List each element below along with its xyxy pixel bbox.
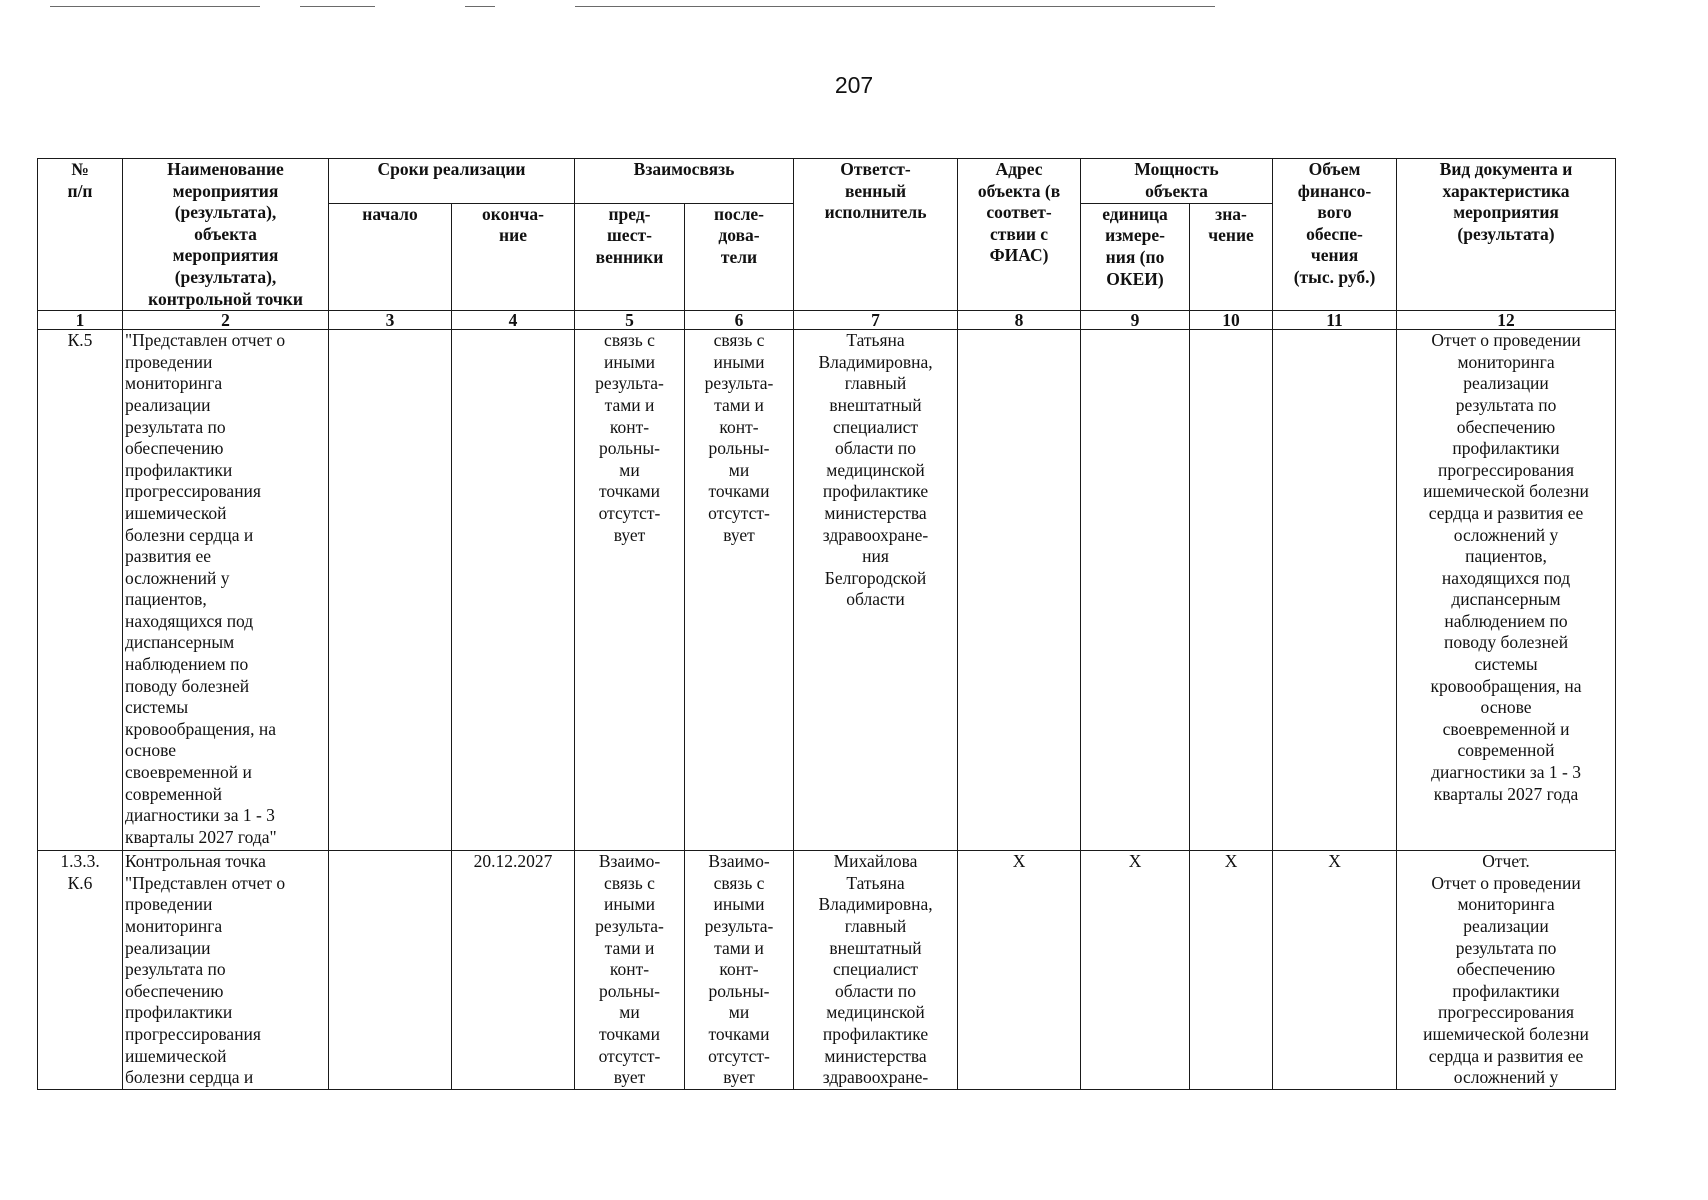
row-address: Х xyxy=(958,851,1081,1090)
row-end-date: 20.12.2027 xyxy=(452,851,575,1090)
header-col-value: зна- чение xyxy=(1190,203,1273,310)
header-group-terms: Сроки реализации xyxy=(329,159,575,204)
column-number: 9 xyxy=(1081,311,1190,330)
row-name: "Представлен отчет о проведении мониторинга реализации результата по обеспечению профилактики прогрессирования ишемической болезни сердца и развития ее осложнений у пациентов, находящихся под диспансерным наблюдением по поводу болезней системы кровообращения, на основе своевременной и современной диагностики за 1 - 3 кварталы 2027 года" xyxy=(123,330,329,851)
column-number: 4 xyxy=(452,311,575,330)
row-successors: Взаимо- связь с иными результа- тами и конт- рольны- ми точками отсутст- вует xyxy=(685,851,794,1090)
header-col-responsible: Ответст- венный исполнитель xyxy=(794,159,958,311)
header-col-successors: после- дова- тели xyxy=(685,203,794,310)
header-col-document: Вид документа и характеристика мероприятия (результата) xyxy=(1397,159,1616,311)
activities-table xyxy=(37,158,1616,1090)
table-row xyxy=(38,851,1616,1090)
scan-artifact-line xyxy=(465,6,495,7)
scan-artifact-line xyxy=(300,6,375,7)
row-start-date xyxy=(329,851,452,1090)
table-row xyxy=(38,330,1616,851)
row-document: Отчет. Отчет о проведении мониторинга реализации результата по обеспечению профилактики прогрессирования ишемической болезни сердца и развития ее осложнений у xyxy=(1397,851,1616,1090)
header-col-address: Адрес объекта (в соответ- ствии с ФИАС) xyxy=(958,159,1081,311)
column-number: 2 xyxy=(123,311,329,330)
row-predecessors: связь с иными результа- тами и конт- рольны- ми точками отсутст- вует xyxy=(575,330,685,851)
column-number: 1 xyxy=(38,311,123,330)
row-value xyxy=(1190,330,1273,851)
row-number: 1.3.3. К.6 xyxy=(38,851,123,1090)
row-name: Контрольная точка "Представлен отчет о проведении мониторинга реализации результата по обеспечению профилактики прогрессирования ишемической болезни сердца и xyxy=(123,851,329,1090)
header-group-link: Взаимосвязь xyxy=(575,159,794,204)
scan-artifact-line xyxy=(50,6,260,7)
row-funding xyxy=(1273,330,1397,851)
row-responsible: Михайлова Татьяна Владимировна, главный внештатный специалист области по медицинской профилактике министерства здравоохране- xyxy=(794,851,958,1090)
row-document: Отчет о проведении мониторинга реализации результата по обеспечению профилактики прогрессирования ишемической болезни сердца и развития ее осложнений у пациентов, находящихся под диспансерным наблюдением по поводу болезней системы кровообращения, на основе своевременной и современной диагностики за 1 - 3 кварталы 2027 года xyxy=(1397,330,1616,851)
column-number: 10 xyxy=(1190,311,1273,330)
row-successors: связь с иными результа- тами и конт- рольны- ми точками отсутст- вует xyxy=(685,330,794,851)
column-number: 8 xyxy=(958,311,1081,330)
row-unit xyxy=(1081,330,1190,851)
column-number: 7 xyxy=(794,311,958,330)
header-col-predecessors: пред- шест- венники xyxy=(575,203,685,310)
row-start-date xyxy=(329,330,452,851)
header-col-unit: единица измере- ния (по ОКЕИ) xyxy=(1081,203,1190,310)
row-address xyxy=(958,330,1081,851)
row-responsible: Татьяна Владимировна, главный внештатный специалист области по медицинской профилактике министерства здравоохране- ния Белгородской области xyxy=(794,330,958,851)
page-number: 207 xyxy=(834,72,874,98)
scan-artifact-line xyxy=(575,6,1215,7)
header-col-funding: Объем финансо- вого обеспе- чения (тыс. руб.) xyxy=(1273,159,1397,311)
header-col-number: № п/п xyxy=(38,159,123,311)
header-col-end: оконча- ние xyxy=(452,203,575,310)
header-col-start: начало xyxy=(329,203,452,310)
column-number: 3 xyxy=(329,311,452,330)
row-unit: Х xyxy=(1081,851,1190,1090)
header-col-name: Наименование мероприятия (результата), объекта мероприятия (результата), контрольной точки xyxy=(123,159,329,311)
row-number: К.5 xyxy=(38,330,123,851)
row-predecessors: Взаимо- связь с иными результа- тами и конт- рольны- ми точками отсутст- вует xyxy=(575,851,685,1090)
column-number: 6 xyxy=(685,311,794,330)
row-end-date xyxy=(452,330,575,851)
column-number: 11 xyxy=(1273,311,1397,330)
header-group-capacity: Мощность объекта xyxy=(1081,159,1273,204)
row-value: Х xyxy=(1190,851,1273,1090)
row-funding: Х xyxy=(1273,851,1397,1090)
column-number: 5 xyxy=(575,311,685,330)
column-number: 12 xyxy=(1397,311,1616,330)
